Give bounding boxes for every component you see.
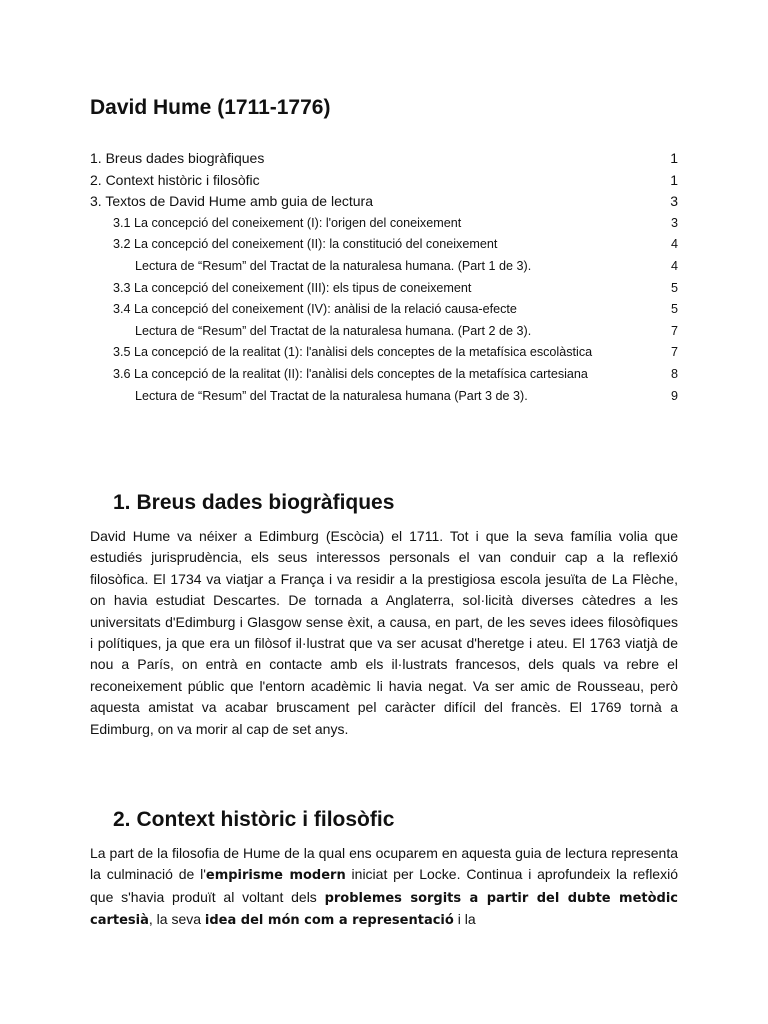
- section-paragraph-biography: David Hume va néixer a Edimburg (Escòcia) el 1711. Tot i que la seva família volia que estudiés jurisprudència, els seus interessos personals el van conduir cap a la reflexió filosòfica. El 1734 va viatjar a França i va residir a la prestigiosa escola jesuïta de La Flèche, on havia estudiat Descartes. De tornada a Anglaterra, sol·licità diverses càtedres a les universitats d'Edimburg i Glasgow sense èxit, a causa, en part, de les seves idees filosòfiques i polítiques, ja que era un filòsof il·lustrat que va ser acusat d'heretge i ateu. El 1763 viatjà de nou a París, on entrà en contacte amb els il·lustrats francesos, dels quals va rebre el reconeixement públic que l'entorn acadèmic li havia negat. Va ser amic de Rousseau, però aquesta amistat va acabar bruscament pel caràcter difícil del francès. El 1769 tornà a Edimburg, on va morir al cap de set anys.: [90, 528, 678, 737]
- section-paragraph-context: [90, 843, 678, 932]
- section-heading-biography: [113, 488, 394, 518]
- paragraph-text: i la: [453, 911, 476, 928]
- toc-entry[interactable]: [0, 385, 768, 407]
- section-title: Context històric i filosòfic: [136, 808, 395, 831]
- toc-page-number: 1: [670, 150, 678, 166]
- toc-entry[interactable]: [0, 212, 768, 234]
- toc-entry[interactable]: [0, 277, 768, 299]
- toc-page-number: 3: [670, 193, 678, 210]
- emphasis-text: idea del món com a representació: [204, 913, 454, 929]
- toc-page-number: 5: [670, 302, 678, 317]
- toc-page-number: 4: [670, 259, 678, 273]
- toc-entry-label: Lectura de “Resum” del Tractat de la naturalesa humana. (Part 2 de 3).: [135, 323, 532, 338]
- toc-page-number: 9: [670, 388, 678, 403]
- toc-entry[interactable]: [0, 169, 768, 191]
- section-heading-context: [113, 805, 394, 835]
- toc-entry[interactable]: [0, 190, 768, 212]
- toc-page-number: 4: [670, 237, 678, 252]
- toc-page-number: 1: [670, 171, 678, 188]
- toc-entry-label: 3.3 La concepció del coneixement (III): els tipus de coneixement: [113, 280, 472, 295]
- toc-entry-label: Lectura de “Resum” del Tractat de la naturalesa humana. (Part 1 de 3).: [135, 259, 532, 273]
- toc-entry-label: 3.6 La concepció de la realitat (II): l'anàlisi dels conceptes de la metafísica cartesiana: [113, 367, 588, 381]
- toc-entry-label: 3.1 La concepció del coneixement (I): l'origen del coneixement: [113, 215, 462, 230]
- toc-entry-label: 3. Textos de David Hume amb guia de lectura: [90, 193, 374, 210]
- toc-page-number: 8: [670, 367, 678, 381]
- paragraph-text: La part de la filosofia de Hume de la qual ens ocuparem en aquesta guia de lectura representa la culminació de l': [90, 845, 678, 883]
- toc-entry-label: 3.5 La concepció de la realitat (1): l'anàlisi dels conceptes de la metafísica escolàstica: [113, 345, 593, 360]
- emphasis-text: empirisme modern: [205, 868, 346, 884]
- toc-entry-label: 1. Breus dades biogràfiques: [90, 150, 265, 166]
- document-title: David Hume (1711-1776): [90, 96, 331, 119]
- section-number: 2.: [113, 808, 131, 831]
- toc-entry-label: 3.2 La concepció del coneixement (II): la constitució del coneixement: [113, 237, 498, 252]
- toc-entry[interactable]: [0, 320, 768, 342]
- paragraph-text: iniciat per Locke. Continua i aprofundeix la reflexió que s'havia produït al voltant dels: [90, 866, 678, 905]
- paragraph-text: , la seva: [148, 911, 205, 928]
- toc-entry[interactable]: [0, 147, 768, 169]
- toc-entry[interactable]: [0, 255, 768, 277]
- toc-entry-label: 2. Context històric i filosòfic: [90, 171, 260, 188]
- toc-page-number: 3: [670, 215, 678, 230]
- toc-page-number: 5: [670, 280, 678, 295]
- toc-entry-label: Lectura de “Resum” del Tractat de la naturalesa humana (Part 3 de 3).: [135, 388, 528, 403]
- toc-page-number: 7: [670, 323, 678, 338]
- section-title: Breus dades biogràfiques: [136, 491, 395, 514]
- toc-entry[interactable]: [0, 341, 768, 363]
- toc-entry[interactable]: [0, 298, 768, 320]
- toc-entry[interactable]: [0, 363, 768, 385]
- toc-entry-label: 3.4 La concepció del coneixement (IV): anàlisi de la relació causa-efecte: [113, 302, 517, 317]
- section-number: 1.: [113, 491, 131, 514]
- toc-page-number: 7: [670, 345, 678, 360]
- toc-entry[interactable]: [0, 233, 768, 255]
- emphasis-text: problemes sorgits a partir del dubte metòdic cartesià: [90, 890, 678, 929]
